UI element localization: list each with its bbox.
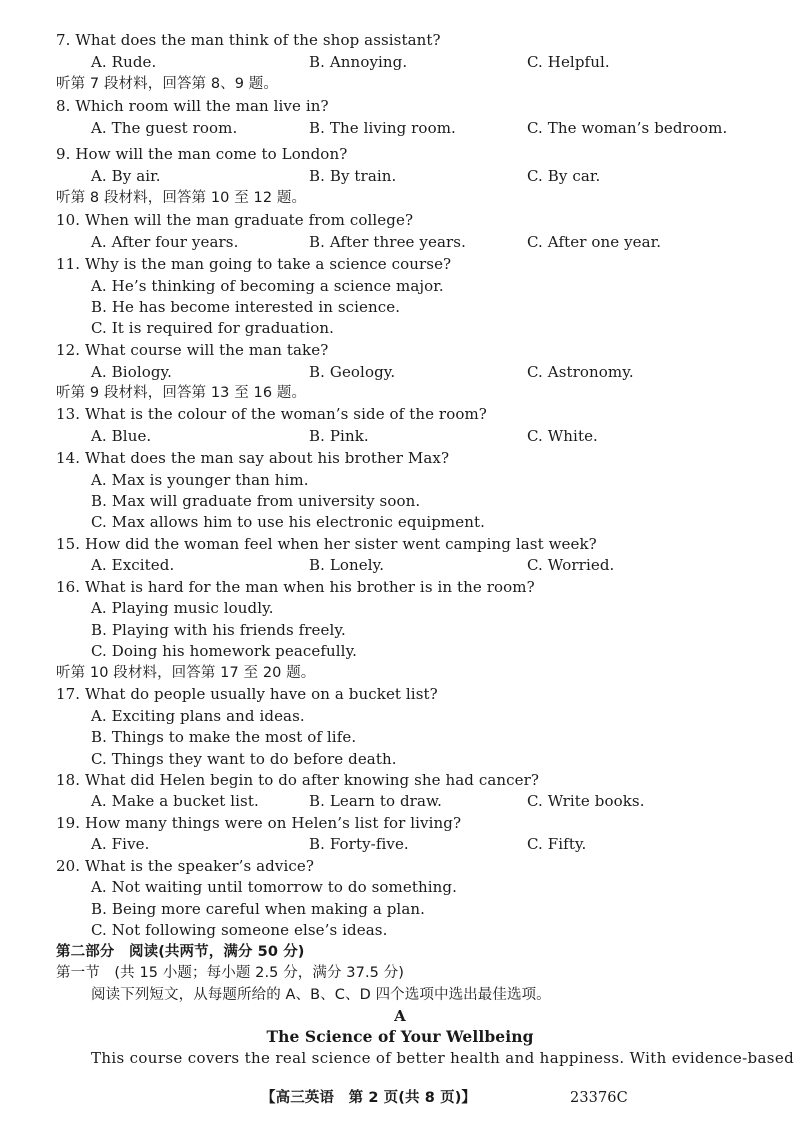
question-14: 14. What does the man say about his brother Max?	[56, 449, 450, 467]
option-19a: A. Five.	[91, 835, 150, 853]
question-16: 16. What is hard for the man when his brother is in the room?	[56, 578, 535, 596]
option-16b: B. Playing with his friends freely.	[91, 621, 346, 639]
option-20a: A. Not waiting until tomorrow to do something.	[91, 878, 457, 896]
question-20: 20. What is the speaker’s advice?	[56, 857, 314, 875]
option-16c: C. Doing his homework peacefully.	[91, 642, 358, 660]
question-11: 11. Why is the man going to take a science course?	[56, 255, 452, 273]
option-15c: C. Worried.	[527, 556, 615, 574]
option-9c: C. By car.	[527, 167, 601, 185]
option-7b: B. Annoying.	[309, 53, 408, 71]
option-12a: A. Biology.	[91, 363, 172, 381]
section-one-heading: 第一节 (共 15 小题；每小题 2.5 分，满分 37.5 分)	[56, 965, 405, 981]
option-17a: A. Exciting plans and ideas.	[91, 707, 305, 725]
section-heading-10: 听第 10 段材料，回答第 17 至 20 题。	[56, 665, 316, 681]
option-9a: A. By air.	[91, 167, 161, 185]
option-13a: A. Blue.	[91, 427, 152, 445]
question-8: 8. Which room will the man live in?	[56, 97, 329, 115]
option-9b: B. By train.	[309, 167, 397, 185]
passage-body-line: This course covers the real science of better health and happiness. With evidence-based	[91, 1049, 795, 1067]
option-18a: A. Make a bucket list.	[91, 792, 259, 810]
option-10c: C. After one year.	[527, 233, 662, 251]
section-heading-9: 听第 9 段材料，回答第 13 至 16 题。	[56, 385, 307, 401]
option-11c: C. It is required for graduation.	[91, 319, 335, 337]
option-20b: B. Being more careful when making a plan.	[91, 900, 425, 918]
option-12b: B. Geology.	[309, 363, 396, 381]
section-heading-7: 听第 7 段材料，回答第 8、9 题。	[56, 76, 279, 92]
option-19c: C. Fifty.	[527, 835, 587, 853]
option-13b: B. Pink.	[309, 427, 369, 445]
option-14a: A. Max is younger than him.	[91, 471, 309, 489]
option-14b: B. Max will graduate from university soon.	[91, 492, 421, 510]
option-13c: C. White.	[527, 427, 598, 445]
question-18: 18. What did Helen begin to do after knowing she had cancer?	[56, 771, 540, 789]
option-8c: C. The woman’s bedroom.	[527, 119, 728, 137]
passage-letter: A	[394, 1007, 406, 1025]
option-17c: C. Things they want to do before death.	[91, 750, 397, 768]
option-14c: C. Max allows him to use his electronic equipment.	[91, 513, 485, 531]
option-12c: C. Astronomy.	[527, 363, 634, 381]
option-10a: A. After four years.	[91, 233, 239, 251]
option-18c: C. Write books.	[527, 792, 645, 810]
reading-instructions: 阅读下列短文，从每题所给的 A、B、C、D 四个选项中选出最佳选项。	[91, 987, 551, 1003]
question-19: 19. How many things were on Helen’s list for living?	[56, 814, 462, 832]
option-8b: B. The living room.	[309, 119, 456, 137]
question-12: 12. What course will the man take?	[56, 341, 329, 359]
option-7c: C. Helpful.	[527, 53, 610, 71]
question-9: 9. How will the man come to London?	[56, 145, 348, 163]
question-13: 13. What is the colour of the woman’s side of the room?	[56, 405, 487, 423]
option-7a: A. Rude.	[91, 53, 157, 71]
option-20c: C. Not following someone else’s ideas.	[91, 921, 388, 939]
option-11a: A. He’s thinking of becoming a science major.	[91, 277, 444, 295]
option-8a: A. The guest room.	[91, 119, 238, 137]
option-16a: A. Playing music loudly.	[91, 599, 274, 617]
page-footer: 【高三英语 第 2 页(共 8 页)】	[261, 1090, 477, 1106]
option-15b: B. Lonely.	[309, 556, 385, 574]
paper-code: 23376C	[570, 1090, 628, 1106]
question-15: 15. How did the woman feel when her sister went camping last week?	[56, 535, 597, 553]
option-15a: A. Excited.	[91, 556, 175, 574]
option-11b: B. He has become interested in science.	[91, 298, 401, 316]
option-19b: B. Forty-five.	[309, 835, 409, 853]
option-18b: B. Learn to draw.	[309, 792, 443, 810]
question-17: 17. What do people usually have on a bucket list?	[56, 685, 438, 703]
option-17b: B. Things to make the most of life.	[91, 728, 357, 746]
question-7: 7. What does the man think of the shop assistant?	[56, 31, 441, 49]
passage-title: The Science of Your Wellbeing	[266, 1027, 534, 1046]
option-10b: B. After three years.	[309, 233, 466, 251]
section-heading-8: 听第 8 段材料，回答第 10 至 12 题。	[56, 190, 307, 206]
question-10: 10. When will the man graduate from college?	[56, 211, 414, 229]
part-two-heading: 第二部分 阅读(共两节，满分 50 分)	[56, 944, 305, 960]
